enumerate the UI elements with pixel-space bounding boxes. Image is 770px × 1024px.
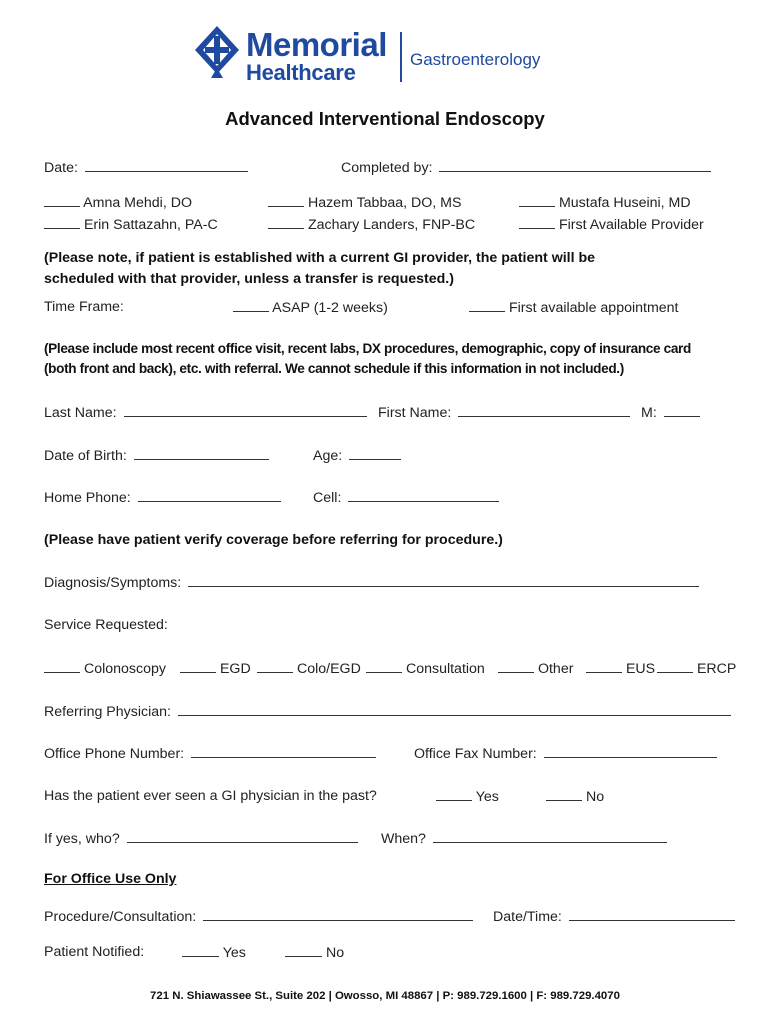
dob-label: Date of Birth: [44, 448, 127, 464]
referring-physician-row [44, 703, 731, 720]
if-yes-row [44, 830, 358, 847]
datetime-label: Date/Time: [493, 909, 562, 925]
last-name-field[interactable] [124, 404, 367, 417]
office-use-heading: For Office Use Only [44, 871, 177, 887]
age-field[interactable] [349, 447, 401, 460]
gi-question: Has the patient ever seen a GI physician in the past? [44, 788, 377, 804]
referring-physician-field[interactable] [178, 703, 731, 716]
notified-yes-option[interactable] [182, 944, 246, 961]
diagnosis-label: Diagnosis/Symptoms: [44, 575, 182, 591]
first-name-label: First Name: [378, 405, 452, 421]
office-phone-row [44, 745, 376, 762]
service-option-colo-egd[interactable] [257, 660, 361, 677]
office-phone-field[interactable] [191, 745, 376, 758]
last-name-row [44, 404, 367, 421]
if-yes-label: If yes, who? [44, 831, 120, 847]
service-option-label: Other [537, 661, 574, 677]
mi-label: M: [641, 405, 657, 421]
gi-no-option[interactable] [546, 788, 604, 805]
provider-label: Hazem Tabbaa, DO, MS [307, 195, 462, 211]
checkbox-blank[interactable] [586, 660, 622, 673]
checkbox-blank[interactable] [268, 216, 304, 229]
home-phone-field[interactable] [138, 489, 281, 502]
service-option-label: EGD [219, 661, 251, 677]
office-fax-label: Office Fax Number: [414, 746, 537, 762]
checkbox-blank[interactable] [366, 660, 402, 673]
home-phone-row [44, 489, 281, 506]
coverage-note: (Please have patient verify coverage before referring for procedure.) [44, 532, 503, 548]
checkbox-blank[interactable] [182, 944, 219, 957]
checkbox-blank[interactable] [44, 194, 80, 207]
checkbox-blank[interactable] [257, 660, 293, 673]
include-note-line2: (both front and back), etc. with referral. We cannot schedule if this information in not included.) [44, 361, 624, 376]
logo [193, 24, 553, 86]
cell-row [313, 489, 499, 506]
no-label: No [325, 945, 345, 961]
patient-notified-label: Patient Notified: [44, 944, 145, 960]
service-label: Service Requested: [44, 617, 168, 633]
yes-label: Yes [475, 789, 499, 805]
checkbox-blank[interactable] [519, 216, 555, 229]
time-frame-asap[interactable] [233, 299, 388, 316]
diamond-cross-icon [193, 24, 241, 80]
checkbox-blank[interactable] [285, 944, 322, 957]
gi-yes-option[interactable] [436, 788, 499, 805]
service-option-label: ERCP [696, 661, 737, 677]
service-option-egd[interactable] [180, 660, 251, 677]
completed-by-label: Completed by: [341, 160, 433, 176]
service-option-label: EUS [625, 661, 656, 677]
established-note-line2: scheduled with that provider, unless a transfer is requested.) [44, 271, 454, 287]
checkbox-blank[interactable] [44, 660, 80, 673]
time-frame-first-available[interactable] [469, 299, 679, 316]
completed-by-row [341, 159, 711, 176]
service-option-colonoscopy[interactable] [44, 660, 166, 677]
procedure-label: Procedure/Consultation: [44, 909, 197, 925]
mi-field[interactable] [664, 404, 700, 417]
checkbox-blank[interactable] [233, 299, 269, 312]
service-option-consultation[interactable] [366, 660, 485, 677]
office-phone-label: Office Phone Number: [44, 746, 185, 762]
provider-option[interactable] [44, 194, 192, 211]
diagnosis-field[interactable] [188, 574, 699, 587]
procedure-field[interactable] [203, 908, 473, 921]
if-yes-field[interactable] [127, 830, 358, 843]
provider-label: Erin Sattazahn, PA-C [83, 217, 218, 233]
no-label: No [585, 789, 605, 805]
service-option-ercp[interactable] [657, 660, 736, 677]
provider-option[interactable] [268, 216, 475, 233]
checkbox-blank[interactable] [519, 194, 555, 207]
provider-label: First Available Provider [558, 217, 704, 233]
when-row [381, 830, 667, 847]
checkbox-blank[interactable] [44, 216, 80, 229]
checkbox-blank[interactable] [180, 660, 216, 673]
when-label: When? [381, 831, 426, 847]
page-title: Advanced Interventional Endoscopy [225, 108, 545, 129]
option-label: ASAP (1-2 weeks) [272, 300, 388, 316]
mi-row [641, 404, 700, 421]
completed-by-field[interactable] [439, 159, 711, 172]
referring-physician-label: Referring Physician: [44, 704, 171, 720]
office-fax-row [414, 745, 717, 762]
checkbox-blank[interactable] [546, 788, 582, 801]
logo-divider [400, 32, 402, 82]
first-name-field[interactable] [458, 404, 630, 417]
provider-label: Zachary Landers, FNP-BC [307, 217, 476, 233]
datetime-field[interactable] [569, 908, 735, 921]
date-field[interactable] [85, 159, 248, 172]
footer-address: 721 N. Shiawassee St., Suite 202 | Owosso, MI 48867 | P: 989.729.1600 | F: 989.729.4070 [150, 990, 620, 1002]
first-name-row [378, 404, 630, 421]
office-fax-field[interactable] [544, 745, 717, 758]
checkbox-blank[interactable] [469, 299, 505, 312]
service-option-label: Colo/EGD [296, 661, 361, 677]
provider-option[interactable] [519, 194, 691, 211]
procedure-row [44, 908, 473, 925]
diagnosis-row [44, 574, 699, 591]
service-option-eus[interactable] [586, 660, 655, 677]
dob-row [44, 447, 269, 464]
age-label: Age: [313, 448, 343, 464]
provider-option[interactable] [44, 216, 218, 233]
date-label: Date: [44, 160, 78, 176]
last-name-label: Last Name: [44, 405, 117, 421]
time-frame-label: Time Frame: [44, 299, 124, 315]
established-note-line1: (Please note, if patient is established with a current GI provider, the patient will be [44, 250, 596, 266]
service-option-other[interactable] [498, 660, 573, 677]
provider-label: Amna Mehdi, DO [83, 195, 192, 211]
yes-label: Yes [222, 945, 246, 961]
home-phone-label: Home Phone: [44, 490, 131, 506]
dob-field[interactable] [134, 447, 269, 460]
service-option-label: Consultation [405, 661, 485, 677]
cell-label: Cell: [313, 490, 342, 506]
option-label: First available appointment [508, 300, 679, 316]
service-option-label: Colonoscopy [83, 661, 166, 677]
include-note-line1: (Please include most recent office visit, recent labs, DX procedures, demographic, copy of insurance card [44, 341, 691, 356]
checkbox-blank[interactable] [657, 660, 693, 673]
cell-field[interactable] [348, 489, 499, 502]
checkbox-blank[interactable] [268, 194, 304, 207]
brand-subname: Healthcare [246, 60, 356, 85]
provider-label: Mustafa Huseini, MD [558, 195, 691, 211]
notified-no-option[interactable] [285, 944, 344, 961]
when-field[interactable] [433, 830, 667, 843]
provider-option[interactable] [519, 216, 704, 233]
checkbox-blank[interactable] [436, 788, 472, 801]
date-row [44, 159, 248, 176]
brand-name: Memorial [246, 26, 387, 63]
datetime-row [493, 908, 735, 925]
provider-option[interactable] [268, 194, 461, 211]
checkbox-blank[interactable] [498, 660, 534, 673]
department-name: Gastroenterology [410, 50, 541, 69]
age-row [313, 447, 401, 464]
